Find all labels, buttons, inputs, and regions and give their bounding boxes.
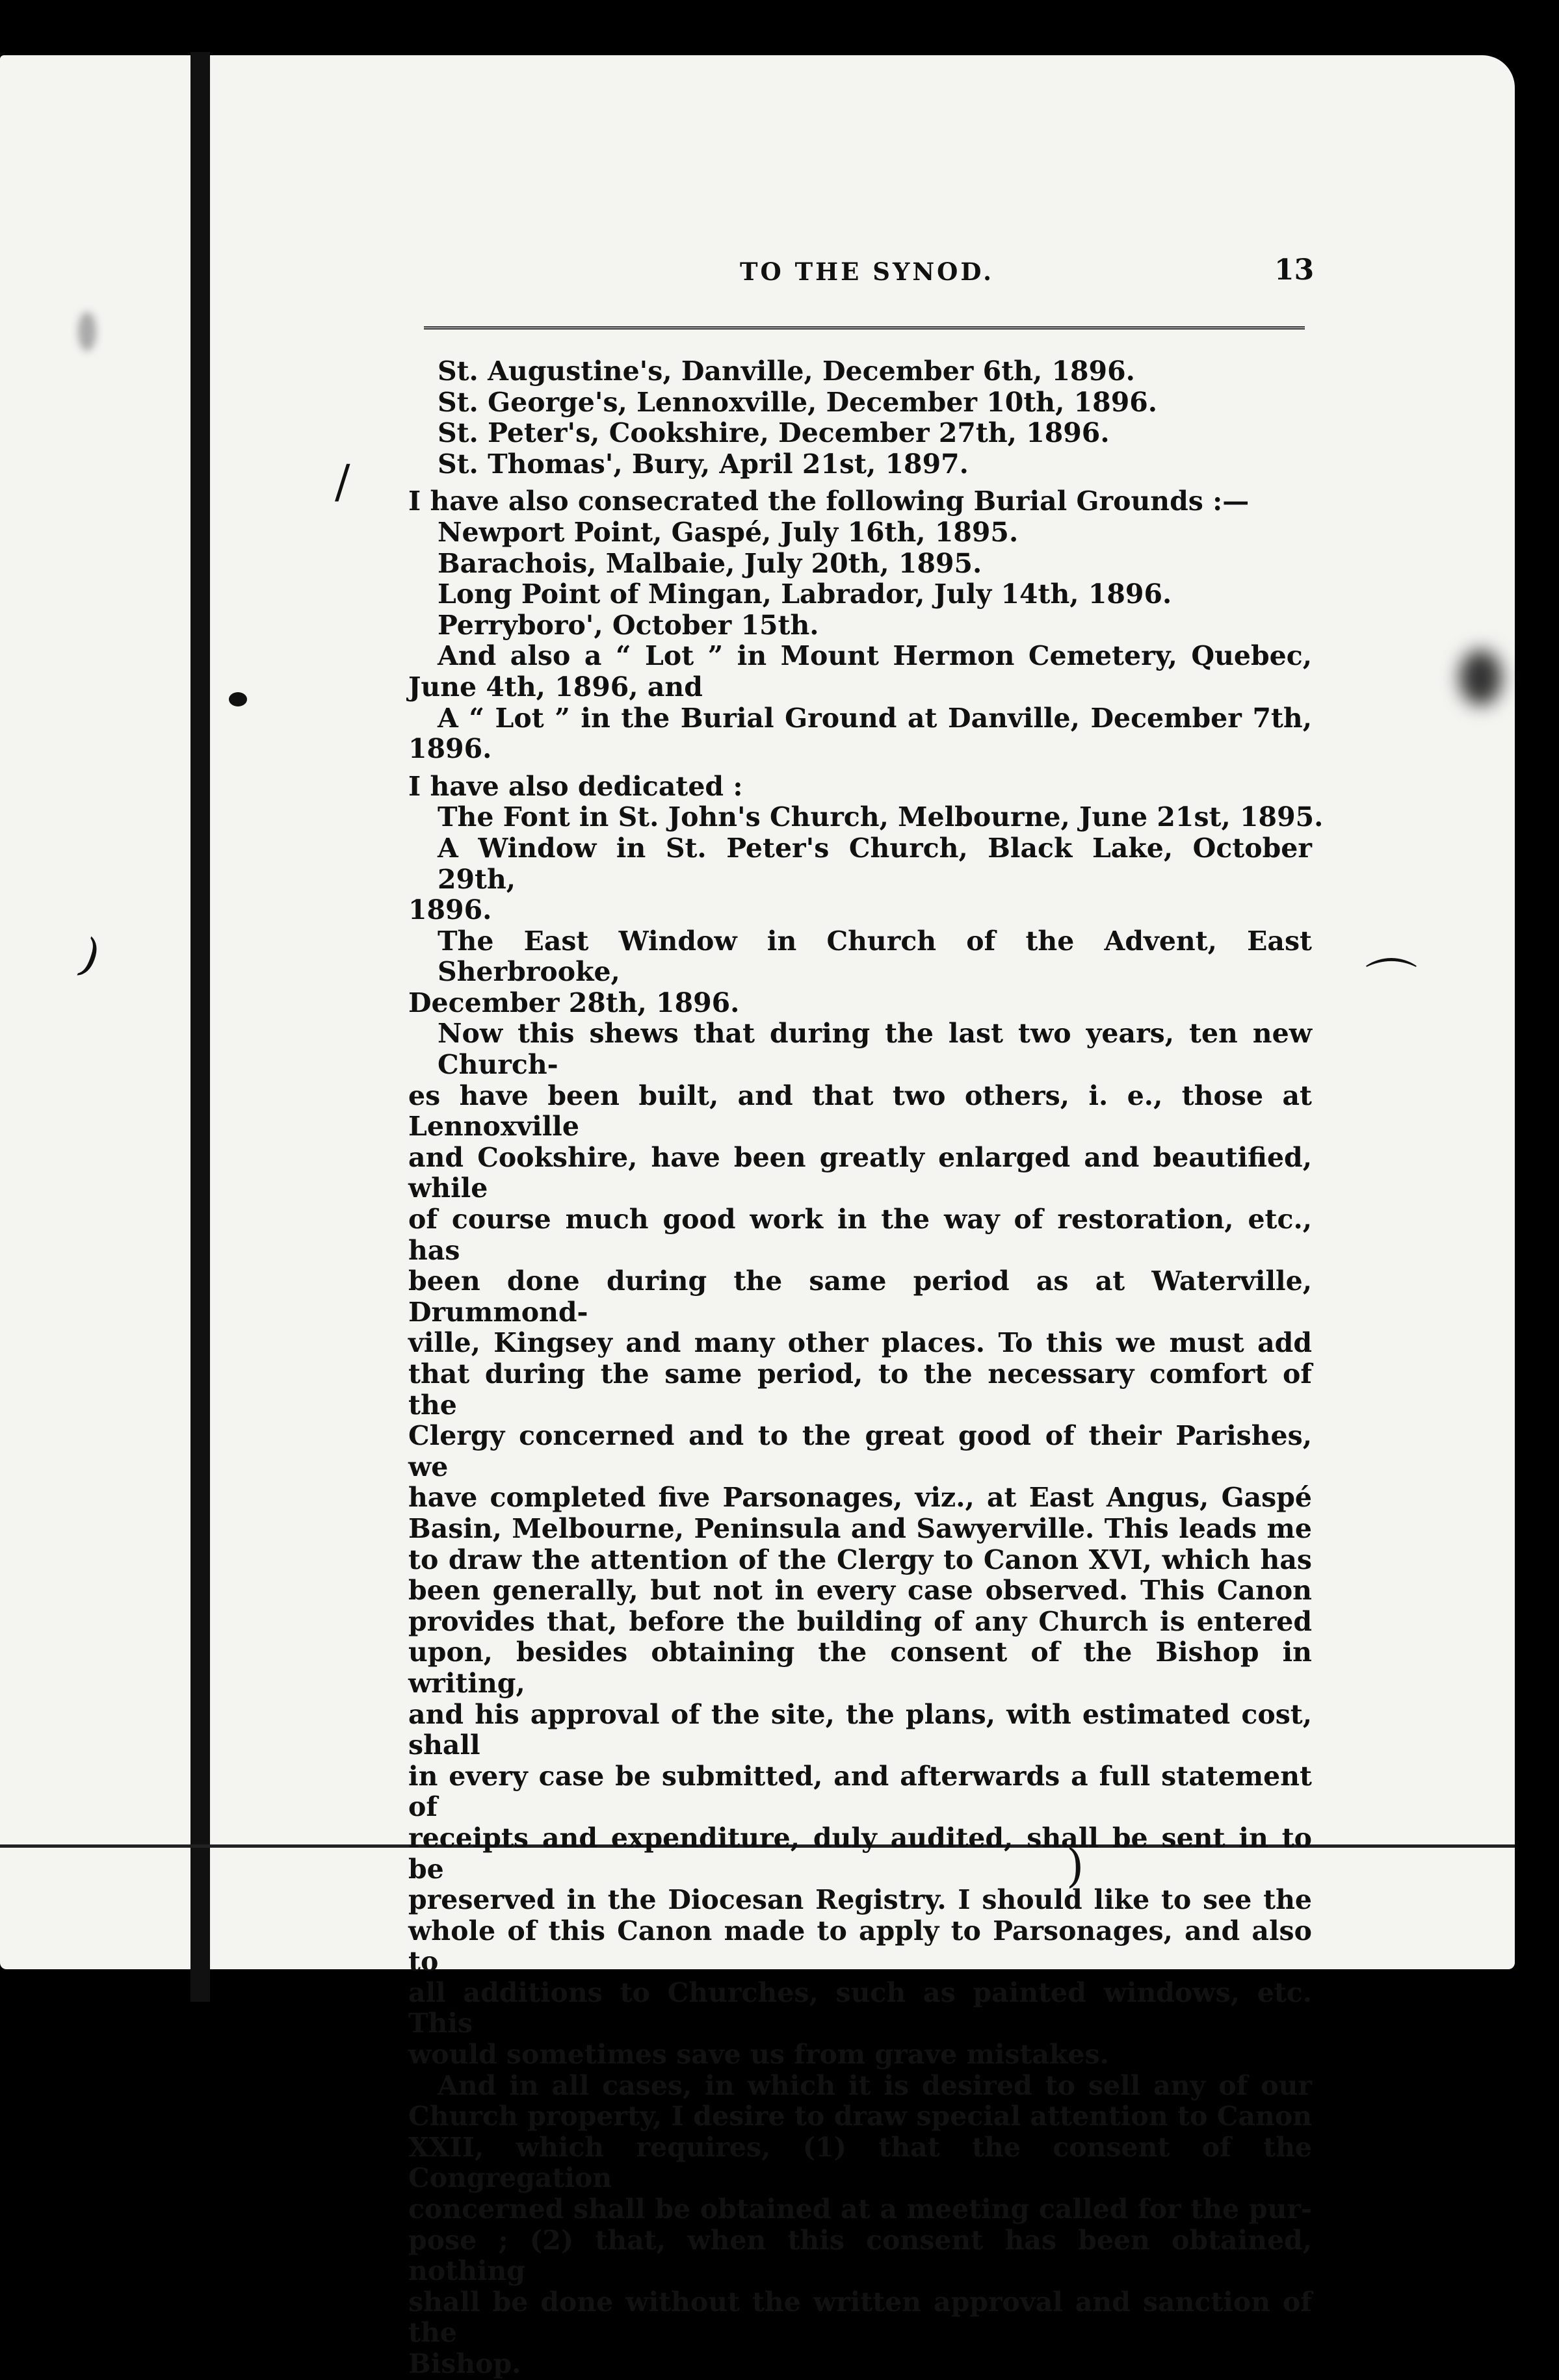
dedications-list bbox=[408, 801, 1324, 1018]
paragraph-line: receipts and expenditure, duly audited, shall be sent in to be bbox=[408, 1822, 1312, 1885]
pencil-mark: ) bbox=[1066, 1839, 1084, 1893]
list-item: A Window in St. Peter's Church, Black Lake, October 29th, bbox=[438, 832, 1312, 895]
burial-grounds-list bbox=[408, 517, 1312, 641]
scan-smudge bbox=[1460, 650, 1502, 705]
list-item: The Font in St. John's Church, Melbourne, June 21st, 1895. bbox=[438, 801, 1324, 833]
paragraph-line: and his approval of the site, the plans, with estimated cost, shall bbox=[408, 1698, 1312, 1761]
binding-gutter bbox=[190, 52, 210, 2002]
paragraph-line: ville, Kingsey and many other places. To this we must add bbox=[408, 1327, 1312, 1359]
paragraph-line: preserved in the Diocesan Registry. I should like to see the bbox=[408, 1884, 1312, 1916]
paragraph-canon-xxii bbox=[408, 2071, 1312, 2380]
text-line: A “ Lot ” in the Burial Ground at Danville, December 7th, bbox=[438, 702, 1312, 734]
pencil-mark: / bbox=[335, 455, 350, 508]
paragraph-line: to draw the attention of the Clergy to Canon XVI, which has bbox=[408, 1544, 1312, 1575]
header-rule bbox=[424, 326, 1305, 330]
pencil-mark: ⌒ bbox=[1365, 954, 1417, 1015]
paragraph-canon-xvi bbox=[408, 1018, 1312, 2070]
text-line: 1896. bbox=[408, 733, 492, 765]
paragraph-line: that during the same period, to the necessary comfort of the bbox=[408, 1358, 1312, 1421]
list-item-continuation: December 28th, 1896. bbox=[408, 987, 740, 1018]
page-body bbox=[408, 356, 1324, 2380]
list-item: St. Augustine's, Danville, December 6th, 1896. bbox=[438, 356, 1135, 387]
list-item: Perryboro', October 15th. bbox=[438, 609, 819, 641]
paragraph-line: concerned shall be obtained at a meeting called for the pur- bbox=[408, 2193, 1312, 2225]
paragraph-line: Bishop. bbox=[408, 2348, 521, 2379]
paragraph-line: have completed five Parsonages, viz., at East Angus, Gaspé bbox=[408, 1482, 1312, 1514]
paragraph-line: And in all cases, in which it is desired to sell any of our bbox=[438, 2069, 1312, 2101]
lot-danville-entry bbox=[408, 703, 1312, 765]
paragraph-line: all additions to Churches, such as painted windows, etc. This bbox=[408, 1976, 1312, 2039]
paragraph-line: XXII, which requires, (1) that the consent of the Congregation bbox=[408, 2131, 1312, 2194]
list-item: Newport Point, Gaspé, July 16th, 1895. bbox=[438, 516, 1019, 548]
text-line: And also a “ Lot ” in Mount Hermon Cemetery, Quebec, bbox=[438, 640, 1312, 672]
paragraph-line: Basin, Melbourne, Peninsula and Sawyerville. This leads me bbox=[408, 1512, 1312, 1544]
list-item: St. Peter's, Cookshire, December 27th, 1896. bbox=[438, 417, 1110, 449]
text-line: June 4th, 1896, and bbox=[408, 671, 703, 703]
paragraph-line: whole of this Canon made to apply to Parsonages, and also to bbox=[408, 1915, 1312, 1978]
paragraph-line: es have been built, and that two others, i. e., those at Lennoxville bbox=[408, 1080, 1312, 1143]
paragraph-line: Church property, I desire to draw special attention to Canon bbox=[408, 2101, 1312, 2132]
paragraph-line: Clergy concerned and to the great good of their Parishes, we bbox=[408, 1420, 1312, 1482]
burial-grounds-intro: I have also consecrated the following Burial Grounds :— bbox=[408, 485, 1250, 517]
paragraph-line: would sometimes save us from grave mistakes. bbox=[408, 2039, 1109, 2071]
page-number: 13 bbox=[1274, 253, 1315, 287]
scan-speck bbox=[78, 312, 96, 351]
running-head: TO THE SYNOD. bbox=[740, 257, 995, 286]
paragraph-line: in every case be submitted, and afterwards a full statement of bbox=[408, 1760, 1312, 1823]
ink-blot bbox=[229, 692, 247, 706]
list-item: St. Thomas', Bury, April 21st, 1897. bbox=[438, 448, 969, 480]
consecration-list bbox=[408, 356, 1312, 480]
list-item: The East Window in Church of the Advent, East Sherbrooke, bbox=[438, 925, 1312, 988]
paragraph-line: Now this shews that during the last two years, ten new Church- bbox=[438, 1018, 1312, 1081]
list-item-continuation: 1896. bbox=[408, 894, 492, 926]
paragraph-line: shall be done without the written approval and sanction of the bbox=[408, 2286, 1312, 2349]
list-item: St. George's, Lennoxville, December 10th, 1896. bbox=[438, 386, 1158, 418]
paragraph-line: been done during the same period as at Waterville, Drummond- bbox=[408, 1265, 1312, 1328]
lot-hermon-entry bbox=[408, 641, 1312, 703]
paragraph-line: provides that, before the building of any Church is entered bbox=[408, 1605, 1312, 1637]
paragraph-line: upon, besides obtaining the consent of the Bishop in writing, bbox=[408, 1636, 1312, 1699]
paragraph-line: been generally, but not in every case observed. This Canon bbox=[408, 1575, 1312, 1607]
list-item: Barachois, Malbaie, July 20th, 1895. bbox=[438, 547, 982, 579]
list-item: Long Point of Mingan, Labrador, July 14th, 1896. bbox=[438, 578, 1172, 610]
paragraph-line: and Cookshire, have been greatly enlarged and beautified, while bbox=[408, 1141, 1312, 1204]
paragraph-line: pose ; (2) that, when this consent has been obtained, nothing bbox=[408, 2224, 1312, 2287]
pencil-mark: ) bbox=[72, 927, 108, 985]
dedications-intro: I have also dedicated : bbox=[408, 770, 743, 802]
paragraph-line: of course much good work in the way of restoration, etc., has bbox=[408, 1204, 1312, 1266]
